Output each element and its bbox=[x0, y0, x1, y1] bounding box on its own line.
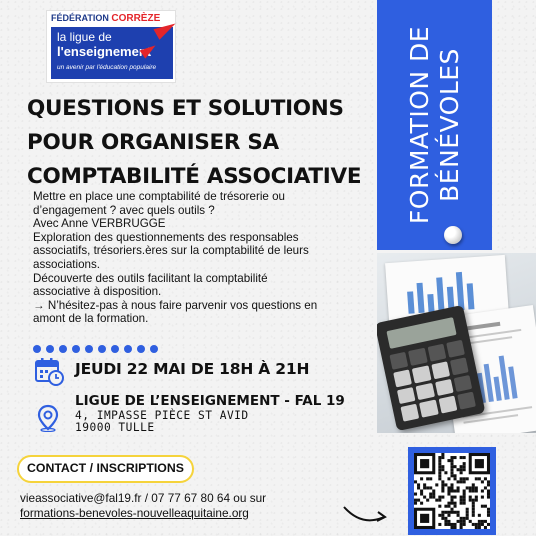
logo-federation: FÉDÉRATION CORRÈZE bbox=[51, 13, 161, 24]
description-line: Avec Anne VERBRUGGE bbox=[33, 217, 166, 231]
logo-line1: la ligue de bbox=[57, 30, 112, 44]
calculator-photo bbox=[377, 253, 536, 433]
event-venue: LIGUE DE L’ENSEIGNEMENT - FAL 19 bbox=[75, 393, 345, 409]
description-line: associations. bbox=[33, 257, 101, 271]
event-address bbox=[75, 410, 249, 434]
title-line: POUR ORGANISER SA bbox=[27, 130, 279, 155]
description-line: Exploration des questionnements des responsables bbox=[33, 230, 299, 244]
location-pin-icon bbox=[36, 404, 60, 432]
description-line: associatifs, trésoriers.ères sur la comptabilité de leurs bbox=[33, 244, 309, 258]
description bbox=[33, 190, 383, 326]
banner-text bbox=[377, 0, 492, 250]
page-title bbox=[27, 92, 377, 194]
logo-box bbox=[51, 27, 173, 79]
description-line: amont de la formation. bbox=[33, 312, 149, 326]
banner-line: BÉNÉVOLES bbox=[434, 48, 464, 202]
ligue-logo bbox=[46, 10, 176, 83]
address-line: 19000 TULLE bbox=[75, 421, 155, 434]
description-line: associative à disposition. bbox=[33, 285, 162, 299]
description-line: d’engagement ? avec quels outils ? bbox=[33, 203, 215, 217]
contact-email-link[interactable]: vieassociative@fal19.fr / 07 77 67 80 64 ou sur bbox=[20, 491, 267, 505]
title-line: QUESTIONS ET SOLUTIONS bbox=[27, 96, 344, 121]
calendar-clock-icon bbox=[34, 356, 64, 386]
formation-banner bbox=[377, 0, 492, 250]
description-line: Mettre en place une comptabilité de trésorerie ou bbox=[33, 190, 285, 203]
logo-line2: l'enseignement bbox=[57, 44, 152, 59]
event-date: JEUDI 22 MAI DE 18H À 21H bbox=[75, 360, 310, 378]
push-pin-icon bbox=[444, 226, 462, 244]
description-line: → N’hésitez-pas à nous faire parvenir vos questions en bbox=[33, 298, 318, 312]
qr-code-icon[interactable] bbox=[414, 453, 490, 529]
curved-arrow-icon bbox=[340, 497, 390, 527]
banner-line: FORMATION DE bbox=[404, 25, 434, 225]
registration-url-link[interactable]: formations-benevoles-nouvelleaquitaine.org bbox=[20, 506, 249, 520]
logo-tagline: un avenir par l'éducation populaire bbox=[57, 64, 157, 71]
description-line: Découverte des outils facilitant la comptabilité bbox=[33, 271, 268, 285]
contact-label: CONTACT / INSCRIPTIONS bbox=[17, 455, 194, 483]
address-line: 4, IMPASSE PIÈCE ST AVID bbox=[75, 409, 249, 422]
title-line: COMPTABILITÉ ASSOCIATIVE bbox=[27, 164, 362, 189]
